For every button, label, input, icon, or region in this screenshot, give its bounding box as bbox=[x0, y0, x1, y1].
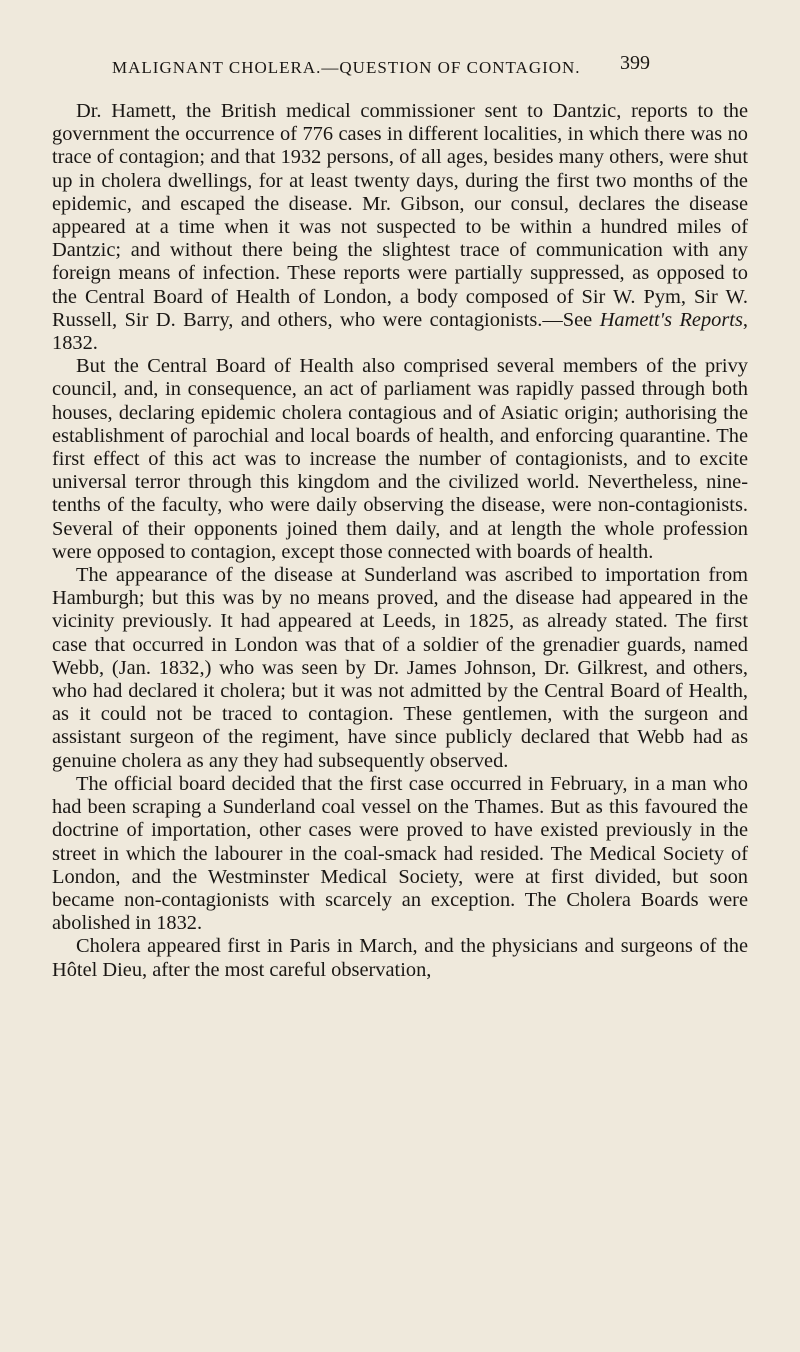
paragraph-official-board: The official board decided that the first case occurred in February, in a man who had been scraping a Sunderland coal vessel on the Thames. But as this favoured the doctrine of importation, other cases were proved to have existed previously in the street in which the labourer in the coal-smack had resided. The Medical Society of London, and the Westminster Medical Society, were at first divided, but soon became non-contagionists with scarcely an exception. The Cholera Boards were abolished in 1832. bbox=[52, 772, 748, 935]
running-title: MALIGNANT CHOLERA.—QUESTION OF CONTAGION. bbox=[112, 58, 581, 77]
paragraph-paris: Cholera appeared first in Paris in March, and the physicians and surgeons of the Hôtel Dieu, after the most careful observation, bbox=[52, 935, 748, 981]
paragraph-text: Dr. Hamett, the British medical commissioner sent to Dantzic, reports to the government the occurrence of 776 cases in different localities, in which there was no trace of contagion; and that 1932 persons, of all ages, besides many others, were shut up in cholera dwellings, for at least twenty days, during the first two months of the epidemic, and escaped the disease. Mr. Gibson, our consul, declares the disease appeared at a time when it was not suspected to be within a hundred miles of Dantzic; and without there being the slightest trace of communication with any foreign means of infection. These reports were partially suppressed, as opposed to the Central Board of Health of London, a body composed of Sir W. Pym, Sir W. Russell, Sir D. Barry, and others, who were contagionists.—See bbox=[52, 100, 748, 331]
paragraph-central-board: But the Central Board of Health also comprised several members of the privy council, and, in consequence, an act of parliament was rapidly passed through both houses, declaring epidemic cholera contagious and of Asiatic origin; authorising the establishment of parochial and local boards of health, and enforcing quarantine. The first effect of this act was to increase the number of contagionists, and to excite universal terror through this kingdom and the civilized world. Nevertheless, nine-tenths of the faculty, who were daily observing the disease, were non-contagionists. Several of their opponents joined them daily, and at length the whole profession were opposed to contagion, except those connected with boards of health. bbox=[52, 355, 748, 563]
paragraph-sunderland: The appearance of the disease at Sunderland was ascribed to importation from Hamburgh; but this was by no means proved, and the disease had appeared in the vicinity previously. It had appeared at Leeds, in 1825, as already stated. The first case that occurred in London was that of a soldier of the grenadier guards, named Webb, (Jan. 1832,) who was seen by Dr. James Johnson, Dr. Gilkrest, and others, who had declared it cholera; but it was not admitted by the Central Board of Health, as it could not be traced to contagion. These gentlemen, with the surgeon and assistant surgeon of the regiment, have since publicly declared that Webb had as genuine cholera as any they had subsequently observed. bbox=[52, 564, 748, 772]
body-text bbox=[52, 100, 748, 982]
paragraph-text: , 1832. bbox=[52, 308, 749, 355]
page-number: 399 bbox=[620, 52, 650, 74]
citation-title: Hamett's Reports bbox=[599, 308, 743, 331]
paragraph-hamett-report bbox=[52, 100, 748, 355]
